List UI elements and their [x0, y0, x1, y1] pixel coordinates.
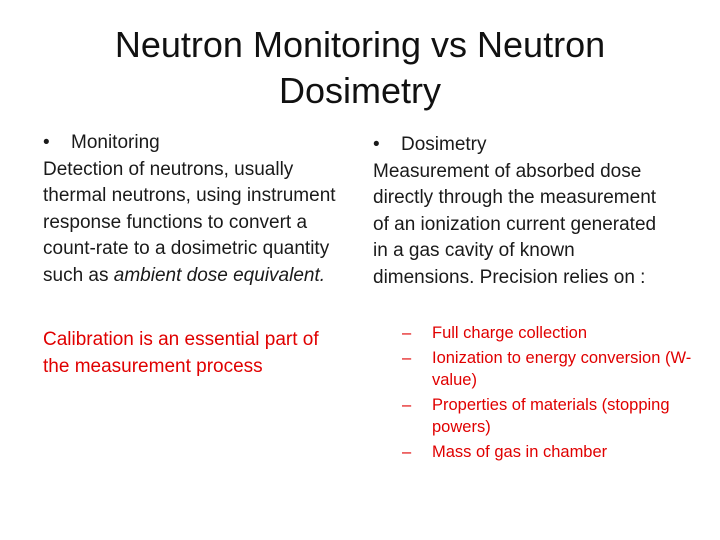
monitoring-body-italic: ambient dose equivalent. [113, 264, 326, 286]
dosimetry-bullet [373, 132, 673, 159]
calibration-note: Calibration is an essential part of the measurement process [43, 329, 319, 377]
list-item: – Properties of materials (stopping powers) [402, 396, 670, 436]
monitoring-body: Detection of neutrons, usually thermal neutrons, using instrument response functions to convert a count-rate to a dosimetric quantity such as [43, 158, 336, 286]
dash-icon: – [402, 396, 412, 414]
list-item: – Full charge collection [402, 324, 587, 342]
slide-title: Neutron Monitoring vs Neutron Dosimetry [114, 24, 606, 111]
list-item: – Mass of gas in chamber [402, 443, 608, 461]
monitoring-description [43, 157, 348, 290]
monitoring-heading: Monitoring [71, 132, 160, 153]
bullet-dot-icon: • [43, 132, 50, 153]
dash-icon: – [402, 324, 412, 342]
dosimetry-description: Measurement of absorbed dose directly through the measurement of an ionization current generated in a gas cavity of known dimensions. Precision relies on : [373, 160, 657, 288]
monitoring-column [43, 130, 348, 380]
list-item: – Ionization to energy conversion (W-value) [402, 349, 692, 389]
precision-list [402, 322, 702, 466]
dash-icon: – [402, 349, 412, 367]
dosimetry-column [373, 132, 673, 291]
dosimetry-heading: Dosimetry [401, 134, 487, 155]
monitoring-bullet [43, 130, 348, 157]
bullet-dot-icon: • [373, 134, 380, 155]
dash-icon: – [402, 443, 412, 461]
